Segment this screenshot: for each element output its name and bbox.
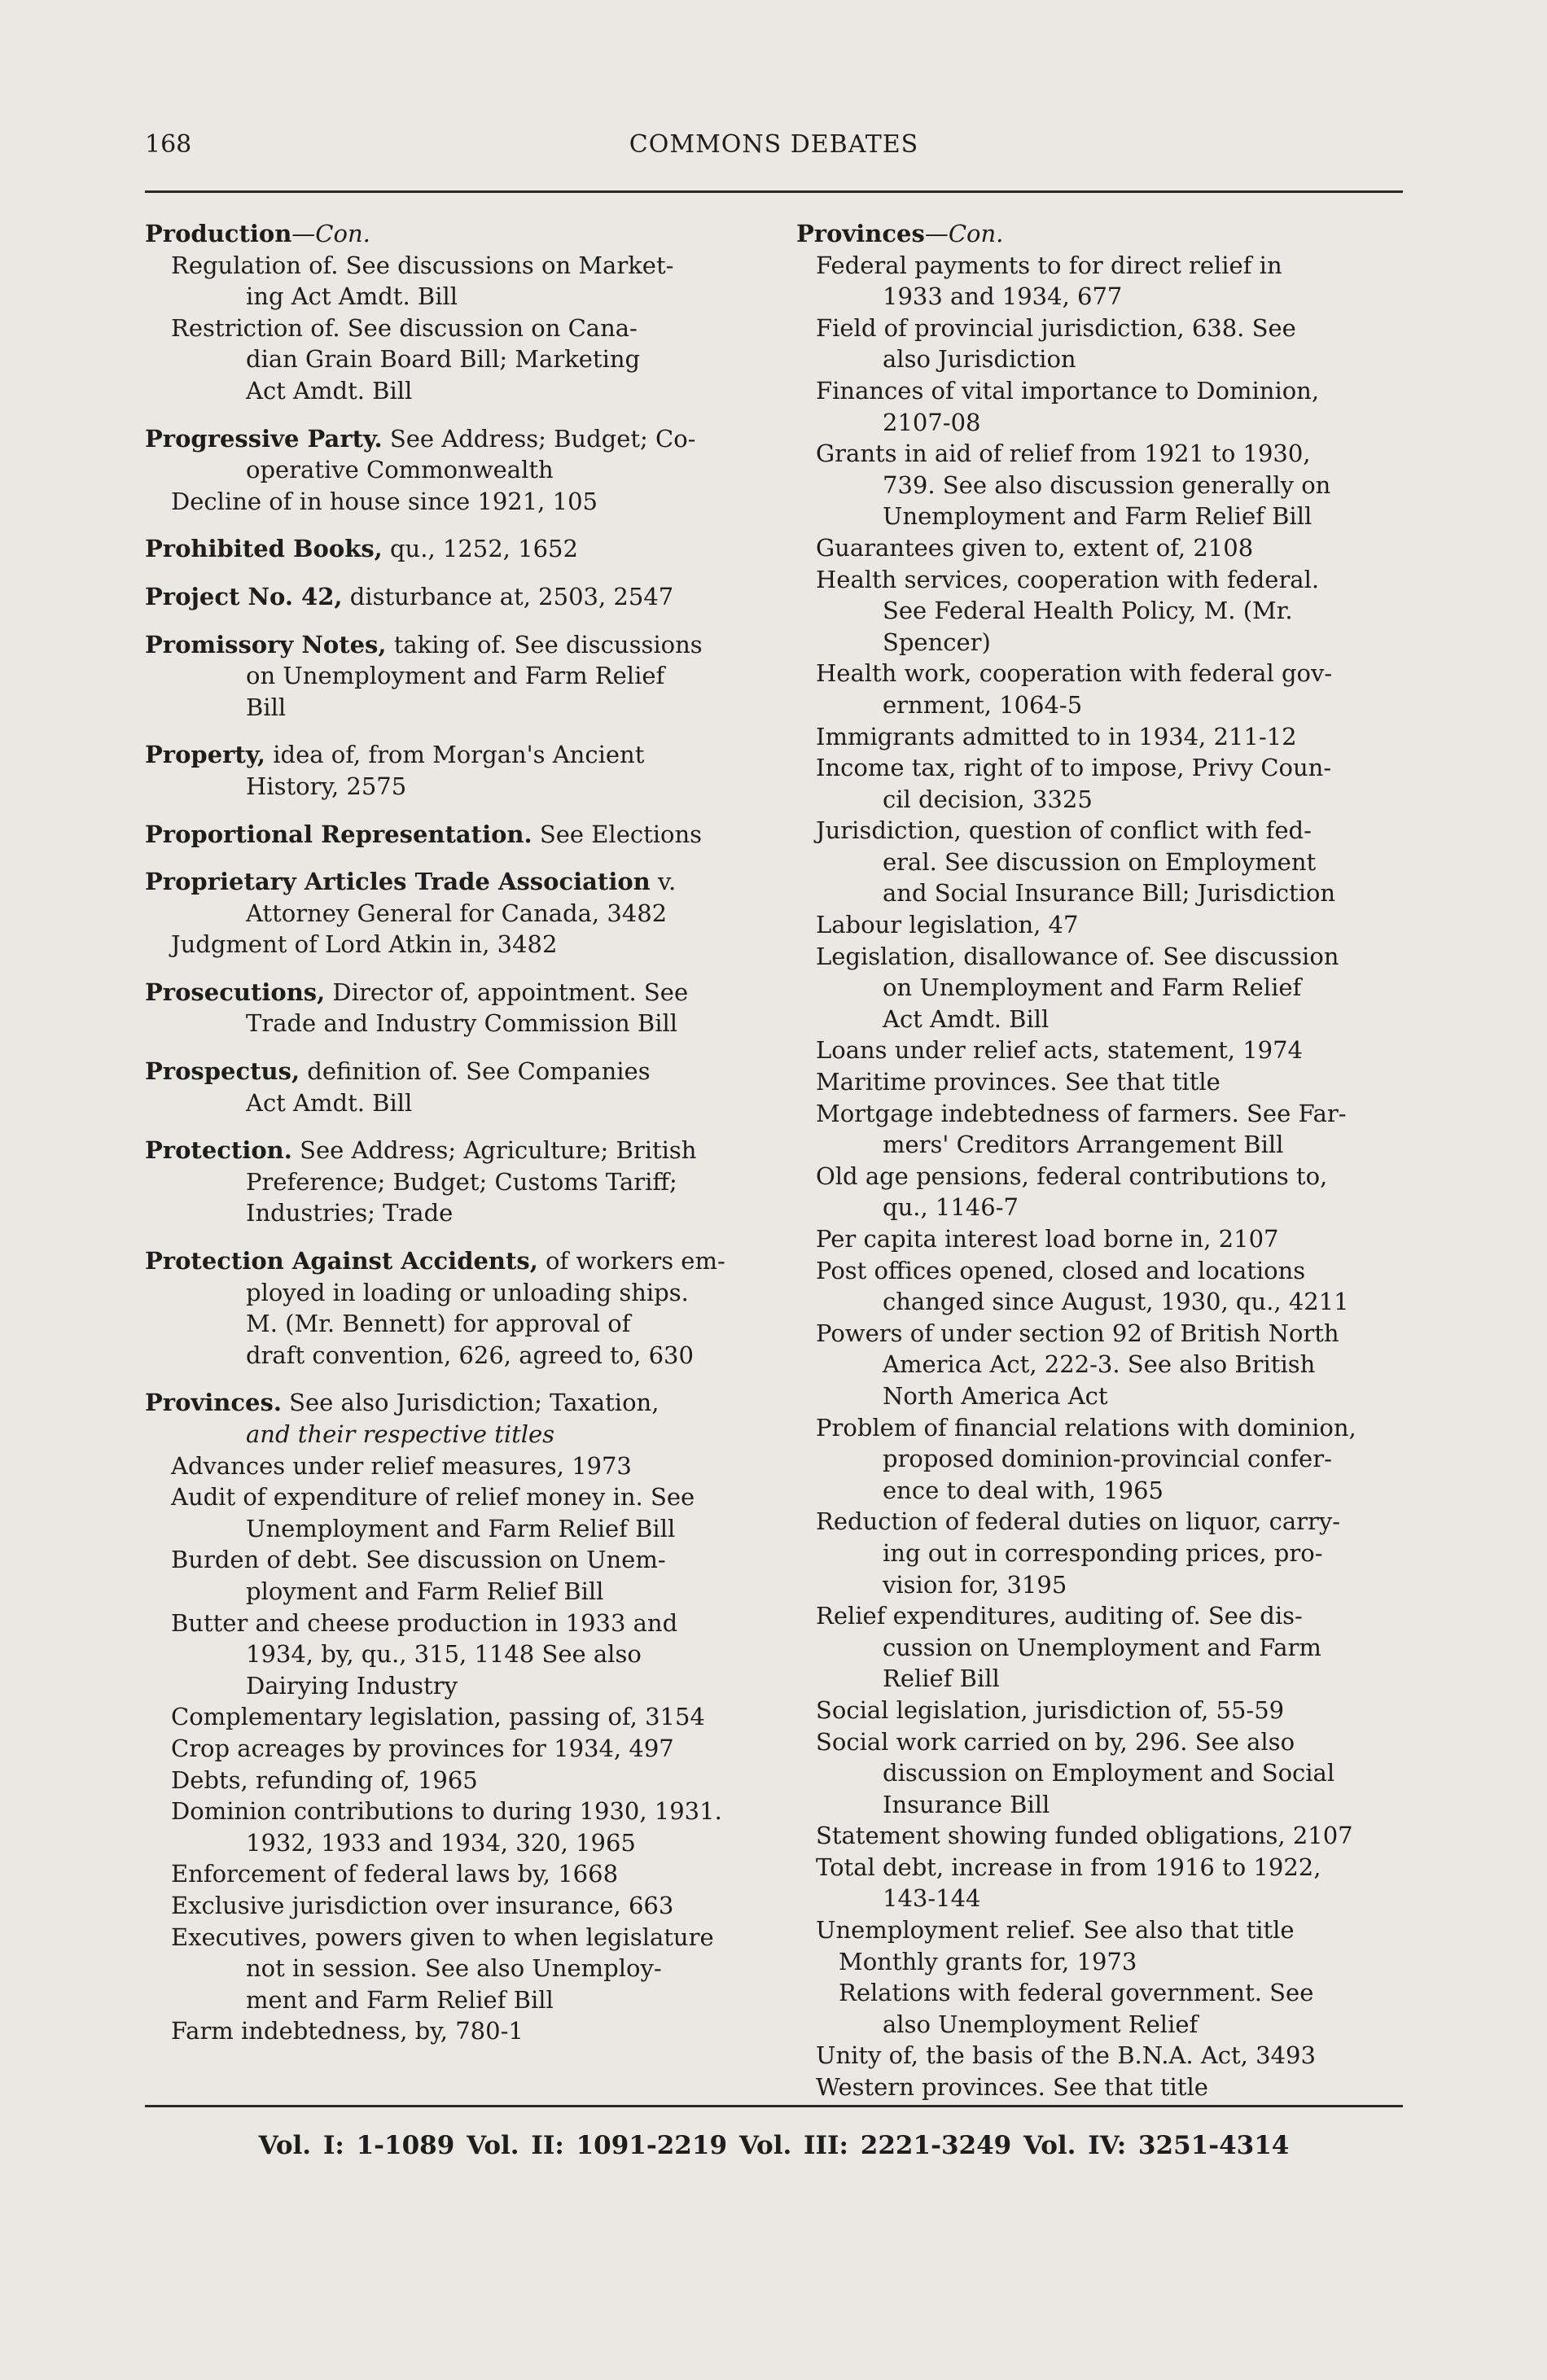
subentry-line: Enforcement of federal laws by, 1668 xyxy=(171,1860,619,1888)
subentry-line: ence to deal with, 1965 xyxy=(883,1476,1164,1504)
subentry-line: ployment and Farm Relief Bill xyxy=(246,1577,604,1605)
subentry-line: North America Act xyxy=(883,1381,1108,1410)
subentry-line: Old age pensions, federal contributions to, xyxy=(816,1162,1328,1190)
left-column xyxy=(145,218,752,2047)
subentry-line: Per capita interest load borne in, 2107 xyxy=(816,1225,1279,1253)
subentry-line: Income tax, right of to impose, Privy Coun- xyxy=(816,754,1332,782)
subentry-line: Grants in aid of relief from 1921 to 1930, xyxy=(816,440,1311,468)
subentry-line: Dairying Industry xyxy=(246,1671,458,1700)
header-rule xyxy=(145,190,1403,193)
subentry-line: and Social Insurance Bill; Jurisdiction xyxy=(883,879,1336,908)
index-entry-provinces: Provinces. See also Jurisdiction; Taxation, and their respective titles Advances under relief measures, 1973 Audit of expenditure of relief money in. See Unemployment and Farm Relief Bill Burden of debt. See discussion on Unem- ployment and Farm Relief Bill Butter and cheese production in 1933 and 1934, by, qu., 315, 1148 See also Dairying Industry Complementary legislation, passing of, 3154 Crop acreages by provinces for 1934, 497 Debts, refunding of, 1965 Dominion contributions to during 1930, 1931. 1932, 1933 and 1934, 320, 1965 Enforcement of federal laws by, 1668 Exclusive jurisdiction over insurance, 663 Executives, powers given to when legislature not in session. See also Unemploy- ment and Farm Relief Bill Farm indebtedness, by, 780-1 xyxy=(145,1387,752,2046)
subentry-line: Unemployment and Farm Relief Bill xyxy=(246,1514,676,1542)
index-entry: Production—Con. Regulation of. See discussions on Market- ing Act Amdt. Bill Restriction of. See discussion on Cana- dian Grain Board Bill; Marketing Act Amdt. Bill xyxy=(145,220,674,405)
subentry-line: also Unemployment Relief xyxy=(883,2010,1199,2038)
subentry-line: Advances under relief measures, 1973 xyxy=(171,1451,632,1480)
subentry-line: Dominion contributions to during 1930, 1931. xyxy=(171,1797,722,1826)
subentry-line: 1932, 1933 and 1934, 320, 1965 xyxy=(246,1828,636,1857)
right-column: Provinces—Con. Federal payments to for direct relief in 1933 and 1934, 677 Field of provincial jurisdiction, 638. See also Jurisdiction Finances of vital importance to Dominion, 2107-08 Grants in aid of relief from 1921 to 1930, 739. See also discussion generally on Unemployment and Farm Relief Bill Guarantees given to, extent of, 2108 Health services, cooperation with federal. See Federal Health Policy, M. (Mr. Spencer) Health work, cooperation with federal gov- ernment, 1064-5 Immigrants admitted to in 1934, 211-12 Income tax, right of to impose, Privy Coun- cil decision, 3325 Jurisdiction, question of conflict with fed- eral. See discussion on Employment and Social Insurance Bill; Jurisdiction Labour legislation, 47 Legislation, disallowance of. See discussion on Unemployment and Farm Relief Act Amdt. Bill Loans under relief acts, statement, 1974 Maritime provinces. See that title Mortgage indebtedness of farmers. See Far- mers' Creditors Arrangement Bill Old age pensions, federal contributions to, qu., 1146-7 Per capita interest load borne in, 2107 Post offices opened, closed and locations changed since August, 1930, qu., 4211 Powers of under section 92 of British North America Act, 222-3. See also British North America Act Problem of financial relations with dominion, proposed dominion-provincial confer- ence to deal with, 1965 Reduction of federal duties on liquor, carry- ing out in corresponding prices, pro- vision for, 3195 Relief expenditures, auditing of. See dis- cussion on Unemployment and Farm Relief Bill Social legislation, jurisdiction of, 55-59 Social work carried on by, 296. See also discussion on Employment and Social Insurance Bill Statement showing funded obligations, 2107 Total debt, increase in from 1916 to 1922, 143-144 Unemployment relief. See also that title Monthly grants for, 1973 Relations with federal government. See also Unemployment Relief Unity of, the basis of the B.N.A. Act, 3493 Western provinces. See that title xyxy=(796,218,1403,2103)
index-entry: Prohibited Books, qu., 1252, 1652 xyxy=(145,535,578,563)
subentry-line: Relief expenditures, auditing of. See dis- xyxy=(816,1602,1303,1630)
subentry-line: Monthly grants for, 1973 xyxy=(839,1947,1137,1975)
subentry-line: Total debt, increase in from 1916 to 1922, xyxy=(816,1853,1321,1881)
subentry-line: Insurance Bill xyxy=(883,1790,1050,1818)
volume-ranges-footer: Vol. I: 1-1089 Vol. II: 1091-2219 Vol. III: 2221-3249 Vol. IV: 3251-4314 xyxy=(258,2131,1290,2160)
subentry-line: Social legislation, jurisdiction of, 55-59 xyxy=(816,1695,1285,1724)
subentry-line: eral. See discussion on Employment xyxy=(883,847,1317,876)
provinces-continued-subentries xyxy=(796,250,1403,2103)
subentry-line: qu., 1146-7 xyxy=(883,1193,1019,1222)
index-entry: Progressive Party. See Address; Budget; Co- operative Commonwealth Decline of in house since 1921, 105 xyxy=(145,424,696,515)
subentry-line: Unemployment and Farm Relief Bill xyxy=(883,502,1313,531)
index-entry: Property, idea of, from Morgan's Ancient History, 2575 xyxy=(145,741,645,800)
subentry-line: 1933 and 1934, 677 xyxy=(883,282,1123,311)
subentry-line: Powers of under section 92 of British North xyxy=(816,1319,1339,1347)
subentry-line: discussion on Employment and Social xyxy=(883,1759,1335,1787)
subentry-line: Loans under relief acts, statement, 1974 xyxy=(816,1036,1304,1065)
subentry-line: cussion on Unemployment and Farm xyxy=(883,1633,1321,1661)
subentry-line: Immigrants admitted to in 1934, 211-12 xyxy=(816,722,1297,750)
subentry-line: Social work carried on by, 296. See also xyxy=(816,1727,1295,1756)
subentry-line: Problem of financial relations with dominion, xyxy=(816,1413,1356,1442)
subentry-line: mers' Creditors Arrangement Bill xyxy=(883,1131,1284,1159)
subentry-line: Post offices opened, closed and locations xyxy=(816,1256,1306,1284)
subentry-line: Jurisdiction, question of conflict with fed- xyxy=(816,816,1312,845)
subentry-line: Statement showing funded obligations, 2107 xyxy=(816,1822,1353,1850)
subentry-line: Butter and cheese production in 1933 and xyxy=(171,1608,678,1637)
subentry-line: Mortgage indebtedness of farmers. See Far- xyxy=(816,1099,1347,1127)
subentry-line: 739. See also discussion generally on xyxy=(883,470,1331,499)
subentry-line: Crop acreages by provinces for 1934, 497 xyxy=(171,1734,674,1762)
subentry-line: Complementary legislation, passing of, 3154 xyxy=(171,1703,705,1731)
subentry-line: Act Amdt. Bill xyxy=(883,1004,1050,1033)
subentry-line: 1934, by, qu., 315, 1148 See also xyxy=(246,1640,642,1669)
subentry-line: Unemployment relief. See also that title xyxy=(816,1916,1295,1945)
subentry-line: ing out in corresponding prices, pro- xyxy=(883,1538,1323,1567)
subentry-line: proposed dominion-provincial confer- xyxy=(883,1445,1332,1473)
index-entry: Promissory Notes, taking of. See discussions on Unemployment and Farm Relief Bill xyxy=(145,630,703,721)
subentry-line: Maritime provinces. See that title xyxy=(816,1068,1221,1096)
subentry-line: vision for, 3195 xyxy=(883,1570,1067,1599)
subentry-line: Federal payments to for direct relief in xyxy=(816,251,1282,279)
subentry-line: Reduction of federal duties on liquor, carry- xyxy=(816,1507,1341,1536)
subentry-line: Relief Bill xyxy=(883,1665,1000,1693)
index-entry: Proportional Representation. See Elections xyxy=(145,820,703,848)
subentry-line: Burden of debt. See discussion on Unem- xyxy=(171,1546,666,1574)
subentry-line: Executives, powers given to when legislature xyxy=(171,1923,714,1951)
subentry-line: not in session. See also Unemploy- xyxy=(246,1954,662,1983)
subentry-line: also Jurisdiction xyxy=(883,345,1076,374)
subentry-line: cil decision, 3325 xyxy=(883,785,1093,813)
subentry-line: Guarantees given to, extent of, 2108 xyxy=(816,533,1254,562)
footer-rule xyxy=(145,2105,1403,2107)
subentry-line: Legislation, disallowance of. See discussion xyxy=(816,942,1339,970)
index-entry: Proprietary Articles Trade Association v. Attorney General for Canada, 3482 Judgment of Lord Atkin in, 3482 xyxy=(145,868,677,959)
running-title: COMMONS DEBATES xyxy=(629,130,919,159)
subentry-line: ment and Farm Relief Bill xyxy=(246,1985,554,2014)
subentry-line: Health services, cooperation with federal. xyxy=(816,565,1320,593)
subentry-line: Relations with federal government. See xyxy=(839,1979,1314,2007)
subentry-line: on Unemployment and Farm Relief xyxy=(883,973,1302,1002)
subentry-line: Unity of, the basis of the B.N.A. Act, 3493 xyxy=(816,2041,1316,2070)
subentry-line: Debts, refunding of, 1965 xyxy=(171,1765,478,1794)
subentry-line: Finances of vital importance to Dominion, xyxy=(816,376,1320,405)
subentry-line: 2107-08 xyxy=(883,408,981,436)
index-entry: Project No. 42, disturbance at, 2503, 2547 xyxy=(145,582,674,610)
index-entry: Protection Against Accidents, of workers em- ployed in loading or unloading ships. M. (Mr. Bennett) for approval of draft convention, 626, agreed to, 630 xyxy=(145,1247,725,1369)
page-header xyxy=(145,130,1403,171)
subentry-line: Farm indebtedness, by, 780-1 xyxy=(171,2017,524,2045)
subentry-line: See Federal Health Policy, M. (Mr. xyxy=(883,597,1293,625)
subentry-line: America Act, 222-3. See also British xyxy=(883,1350,1316,1379)
subentry-line: Exclusive jurisdiction over insurance, 663 xyxy=(171,1891,674,1919)
subentry-line: changed since August, 1930, qu., 4211 xyxy=(883,1288,1349,1316)
subentry-line: Health work, cooperation with federal gov- xyxy=(816,659,1333,688)
index-entry: Prosecutions, Director of, appointment. See Trade and Industry Commission Bill xyxy=(145,978,689,1038)
subentry-line: Western provinces. See that title xyxy=(816,2073,1208,2102)
provinces-subentries xyxy=(145,1450,752,2047)
subentry-line: Field of provincial jurisdiction, 638. See xyxy=(816,313,1296,342)
subentry-line: ernment, 1064-5 xyxy=(883,690,1083,719)
subentry-line: Spencer) xyxy=(883,628,991,656)
index-entry: Prospectus, definition of. See Companies Act Amdt. Bill xyxy=(145,1057,651,1117)
page-number: 168 xyxy=(145,130,192,159)
index-entry: Protection. See Address; Agriculture; British Preference; Budget; Customs Tariff; Industries; Trade xyxy=(145,1136,697,1227)
subentry-line: Labour legislation, 47 xyxy=(816,911,1079,939)
subentry-line: Audit of expenditure of relief money in. See xyxy=(171,1483,695,1512)
subentry-line: 143-144 xyxy=(883,1884,981,1913)
